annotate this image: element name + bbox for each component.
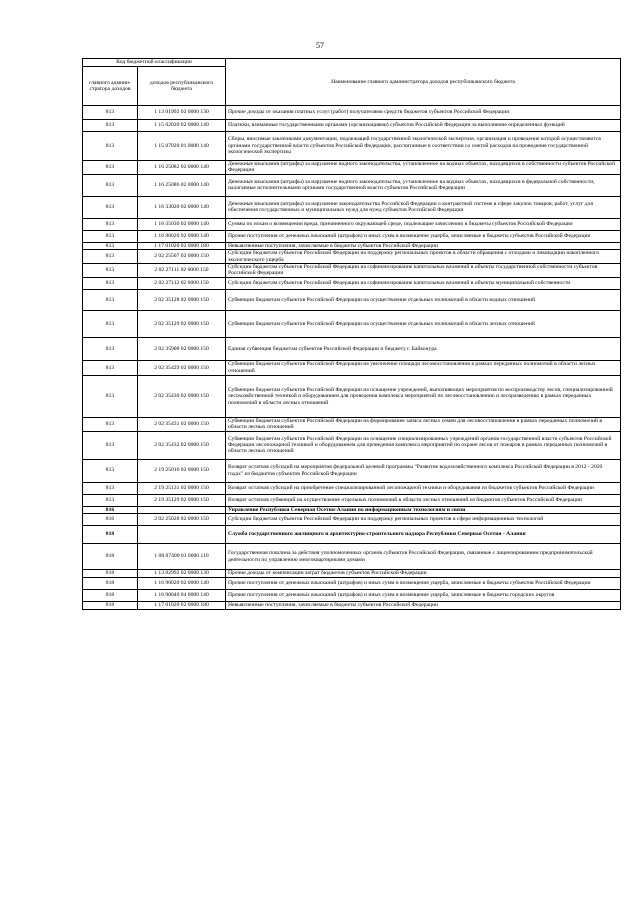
code-cell: 1 16 25086 02 0000 140 bbox=[138, 174, 226, 196]
name-cell: Управление Республики Северная Осетия-Алания по информационным технологиям и связи bbox=[226, 506, 621, 513]
name-cell: Суммы по искам о возмещении вреда, причиненного окружающей среде, подлежащие зачислению в бюджеты субъектов Российской Федерации bbox=[226, 218, 621, 230]
code-cell: 2 19 25131 02 0000 150 bbox=[138, 482, 226, 494]
table-row bbox=[83, 431, 621, 459]
code-cell: 1 17 01020 02 0000 180 bbox=[138, 602, 226, 610]
admin-cell: 813 bbox=[83, 242, 138, 249]
table-row bbox=[83, 310, 621, 337]
code-cell: 2 19 25016 02 0000 150 bbox=[138, 459, 226, 482]
table-row bbox=[83, 494, 621, 506]
name-cell: Невыясненные поступления, зачисляемые в бюджеты субъектов Российской Федерации bbox=[226, 602, 621, 610]
admin-cell: 813 bbox=[83, 250, 138, 264]
code-cell: 2 02 35900 02 0000 150 bbox=[138, 337, 226, 360]
name-cell: Возврат остатков субсидий на приобретение специализированной лесопожарной техники и оборудования из бюджетов субъектов Российской Федерации bbox=[226, 482, 621, 494]
code-cell: 1 08 07400 01 0000 110 bbox=[138, 544, 226, 570]
code-cell bbox=[138, 526, 226, 544]
table-row bbox=[83, 602, 621, 610]
admin-cell: 813 bbox=[83, 106, 138, 120]
table-row bbox=[83, 218, 621, 230]
table-row bbox=[83, 289, 621, 310]
table-row bbox=[83, 132, 621, 161]
name-cell: Субсидии бюджетам субъектов Российской Федерации на софинансирование капитальных вложений в объекты государственной собственности субъектов Российской Федерации bbox=[226, 264, 621, 278]
code-cell: 2 02 35429 02 0000 150 bbox=[138, 360, 226, 375]
admin-cell: 818 bbox=[83, 602, 138, 610]
name-cell: Государственная пошлина за действия уполномоченных органов субъектов Российской Федерации, связанные с лицензированием предпринимательской деятельности по управлению многоквартирными домами bbox=[226, 544, 621, 570]
table-row bbox=[83, 242, 621, 249]
name-cell: Служба государственного жилищного и архитектурно-строительного надзора Республики Северная Осетия - Алания bbox=[226, 526, 621, 544]
code-cell: 1 17 01020 02 0000 180 bbox=[138, 242, 226, 249]
name-cell: Прочие поступления от денежных взысканий (штрафов) и иных сумм в возмещение ущерба, зачисляемые в бюджеты городских округов bbox=[226, 590, 621, 602]
admin-cell: 813 bbox=[83, 230, 138, 242]
admin-cell: 813 bbox=[83, 277, 138, 289]
code-cell: 2 02 27111 02 0000 150 bbox=[138, 264, 226, 278]
table-row bbox=[83, 578, 621, 590]
table-row bbox=[83, 106, 621, 120]
admin-cell: 818 bbox=[83, 526, 138, 544]
table-row bbox=[83, 514, 621, 526]
code-cell: 1 16 90040 04 0000 140 bbox=[138, 590, 226, 602]
admin-cell: 813 bbox=[83, 459, 138, 482]
name-cell: Единая субвенция бюджетам субъектов Российской Федерации и бюджету г. Байконура bbox=[226, 337, 621, 360]
code-cell bbox=[138, 506, 226, 513]
admin-cell: 813 bbox=[83, 174, 138, 196]
name-cell: Субвенции бюджетам субъектов Российской Федерации на осуществление отдельных полномочий в области водных отношений bbox=[226, 289, 621, 310]
table-row bbox=[83, 506, 621, 513]
name-cell: Субсидии бюджетам субъектов Российской Федерации на софинансирование капитальных вложений в объекты муниципальной собственности bbox=[226, 277, 621, 289]
admin-cell: 813 bbox=[83, 360, 138, 375]
table-row bbox=[83, 590, 621, 602]
name-cell: Денежные взыскания (штрафы) за нарушение водного законодательства, установленное на водных объектах, находящихся в собственности субъектов Российской Федерации bbox=[226, 161, 621, 175]
admin-cell: 813 bbox=[83, 120, 138, 132]
name-cell: Прочие поступления от денежных взысканий (штрафов) и иных сумм в возмещение ущерба, зачисляемые в бюджеты субъектов Российской Федерации bbox=[226, 578, 621, 590]
header-group: Код бюджетной классификации bbox=[83, 59, 226, 67]
admin-cell: 813 bbox=[83, 132, 138, 161]
name-cell: Субсидии бюджетам субъектов Российской Федерации на поддержку региональных проектов в сфере информационных технологий bbox=[226, 514, 621, 526]
code-cell: 2 02 25507 02 0000 150 bbox=[138, 250, 226, 264]
admin-cell: 813 bbox=[83, 196, 138, 218]
admin-cell: 816 bbox=[83, 514, 138, 526]
code-cell: 2 02 35430 02 0000 150 bbox=[138, 375, 226, 417]
admin-cell: 818 bbox=[83, 578, 138, 590]
name-cell: Прочие поступления от денежных взысканий (штрафов) и иных сумм в возмещение ущерба, зачисляемые в бюджеты субъектов Российской Федерации bbox=[226, 230, 621, 242]
table-row bbox=[83, 526, 621, 544]
code-cell: 1 13 02992 02 0000 130 bbox=[138, 570, 226, 578]
name-cell: Денежные взыскания (штрафы) за нарушение законодательства Российской Федерации о контрактной системе в сфере закупок товаров, работ, услуг для обеспечения государственных и муниципальных нужд для нужд субъектов Российской Федерации bbox=[226, 196, 621, 218]
admin-cell: 816 bbox=[83, 506, 138, 513]
code-cell: 2 19 35129 02 0000 150 bbox=[138, 494, 226, 506]
code-cell: 2 02 35129 02 0000 150 bbox=[138, 310, 226, 337]
admin-cell: 813 bbox=[83, 337, 138, 360]
admin-cell: 813 bbox=[83, 482, 138, 494]
code-cell: 1 16 25082 02 0000 140 bbox=[138, 161, 226, 175]
code-cell: 1 16 33020 02 0000 140 bbox=[138, 196, 226, 218]
admin-cell: 813 bbox=[83, 289, 138, 310]
page-number: 57 bbox=[316, 41, 324, 50]
admin-cell: 813 bbox=[83, 218, 138, 230]
name-cell: Сборы, вносимые заказчиками документации, подлежащей государственной экологической экспертизе, организация и проведение которой осуществляются органами государственной власти субъектов Российской Федерации, рассчитанные в соответствии со сметой расходов на проведение государственной экологической экспертизы bbox=[226, 132, 621, 161]
code-cell: 1 16 90020 02 0000 140 bbox=[138, 230, 226, 242]
table-row bbox=[83, 277, 621, 289]
name-cell: Возврат остатков субсидий на мероприятия федеральной целевой программы "Развитие водохозяйственного комплекса Российской Федерации в 2012 - 2020 годах" из бюджетов субъектов Российской Федерации bbox=[226, 459, 621, 482]
table-row bbox=[83, 544, 621, 570]
table-row bbox=[83, 482, 621, 494]
code-cell: 2 02 25028 02 0000 150 bbox=[138, 514, 226, 526]
table-row bbox=[83, 375, 621, 417]
header-admin-column: главного админи-стратора доходов bbox=[83, 67, 138, 106]
admin-cell: 813 bbox=[83, 431, 138, 459]
name-cell: Возврат остатков субвенций на осуществление отдельных полномочий в области лесных отношений из бюджетов субъектов Российской Федерации bbox=[226, 494, 621, 506]
admin-cell: 818 bbox=[83, 590, 138, 602]
code-cell: 1 13 01992 02 0000 130 bbox=[138, 106, 226, 120]
code-cell: 1 15 07020 01 0000 140 bbox=[138, 132, 226, 161]
admin-cell: 818 bbox=[83, 570, 138, 578]
name-cell: Субвенции бюджетам субъектов Российской Федерации на оснащение учреждений, выполняющих мероприятия по воспроизводству лесов, специализированной лесохозяйственной техникой и оборудованием для проведения комплекса мероприятий по лесовосстановлению и лесоразведению в рамках переданных полномочий в области лесных отношений bbox=[226, 375, 621, 417]
code-cell: 1 15 02020 02 0000 140 bbox=[138, 120, 226, 132]
admin-cell: 813 bbox=[83, 264, 138, 278]
table-body bbox=[83, 106, 621, 610]
table-row bbox=[83, 264, 621, 278]
table-row bbox=[83, 417, 621, 431]
code-cell: 2 02 35128 02 0000 150 bbox=[138, 289, 226, 310]
name-cell: Денежные взыскания (штрафы) за нарушение водного законодательства, установленное на водных объектах, находящихся в федеральной собственности, налагаемые исполнительными органами государственной власти субъектов Российской Федерации bbox=[226, 174, 621, 196]
table-row bbox=[83, 161, 621, 175]
name-cell: Невыясненные поступления, зачисляемые в бюджеты субъектов Российской Федерации bbox=[226, 242, 621, 249]
code-cell: 2 02 27112 02 0000 150 bbox=[138, 277, 226, 289]
name-cell: Платежи, взимаемые государственными органами (организациями) субъектов Российской Федерации за выполнение определенных функций bbox=[226, 120, 621, 132]
header-code-column: доходов республиканского бюджета bbox=[138, 67, 226, 106]
table-row bbox=[83, 196, 621, 218]
table-row bbox=[83, 120, 621, 132]
name-cell: Субвенции бюджетам субъектов Российской Федерации на оснащение специализированных учреждений органов государственной власти субъектов Российской Федерации лесопожарной техникой и оборудованием для проведения комплекса мероприятий по охране лесов от пожаров в рамках переданных полномочий в области лесных отношений bbox=[226, 431, 621, 459]
name-cell: Субвенции бюджетам субъектов Российской Федерации на формирование запаса лесных семян для лесовосстановления в рамках переданных полномочий в области лесных отношений bbox=[226, 417, 621, 431]
table-row bbox=[83, 570, 621, 578]
table-row bbox=[83, 174, 621, 196]
table-row bbox=[83, 250, 621, 264]
code-cell: 2 02 35431 02 0000 150 bbox=[138, 417, 226, 431]
admin-cell: 813 bbox=[83, 161, 138, 175]
admin-cell: 813 bbox=[83, 310, 138, 337]
name-cell: Субсидии бюджетам субъектов Российской Федерации на поддержку региональных проектов в области обращения с отходами и ликвидации накопленного экологического ущерба bbox=[226, 250, 621, 264]
table-row bbox=[83, 360, 621, 375]
name-cell: Прочие доходы от компенсации затрат бюджетов субъектов Российской Федерации bbox=[226, 570, 621, 578]
admin-cell: 813 bbox=[83, 417, 138, 431]
name-cell: Субвенции бюджетам субъектов Российской Федерации на увеличение площади лесовосстановления в рамках переданных полномочий в области лесных отношений bbox=[226, 360, 621, 375]
budget-classification-table bbox=[82, 58, 621, 610]
code-cell: 1 16 90020 02 0000 140 bbox=[138, 578, 226, 590]
code-cell: 2 02 35432 02 0000 150 bbox=[138, 431, 226, 459]
code-cell: 1 16 35030 02 0000 140 bbox=[138, 218, 226, 230]
table-row bbox=[83, 459, 621, 482]
name-cell: Субвенции бюджетам субъектов Российской Федерации на осуществление отдельных полномочий в области лесных отношений bbox=[226, 310, 621, 337]
name-cell: Прочие доходы от оказания платных услуг (работ) получателями средств бюджетов субъектов Российской Федерации bbox=[226, 106, 621, 120]
admin-cell: 813 bbox=[83, 375, 138, 417]
table-row bbox=[83, 230, 621, 242]
table-row bbox=[83, 337, 621, 360]
admin-cell: 818 bbox=[83, 544, 138, 570]
admin-cell: 813 bbox=[83, 494, 138, 506]
header-name-column: Наименование главного администратора доходов республиканского бюджета bbox=[226, 59, 621, 106]
